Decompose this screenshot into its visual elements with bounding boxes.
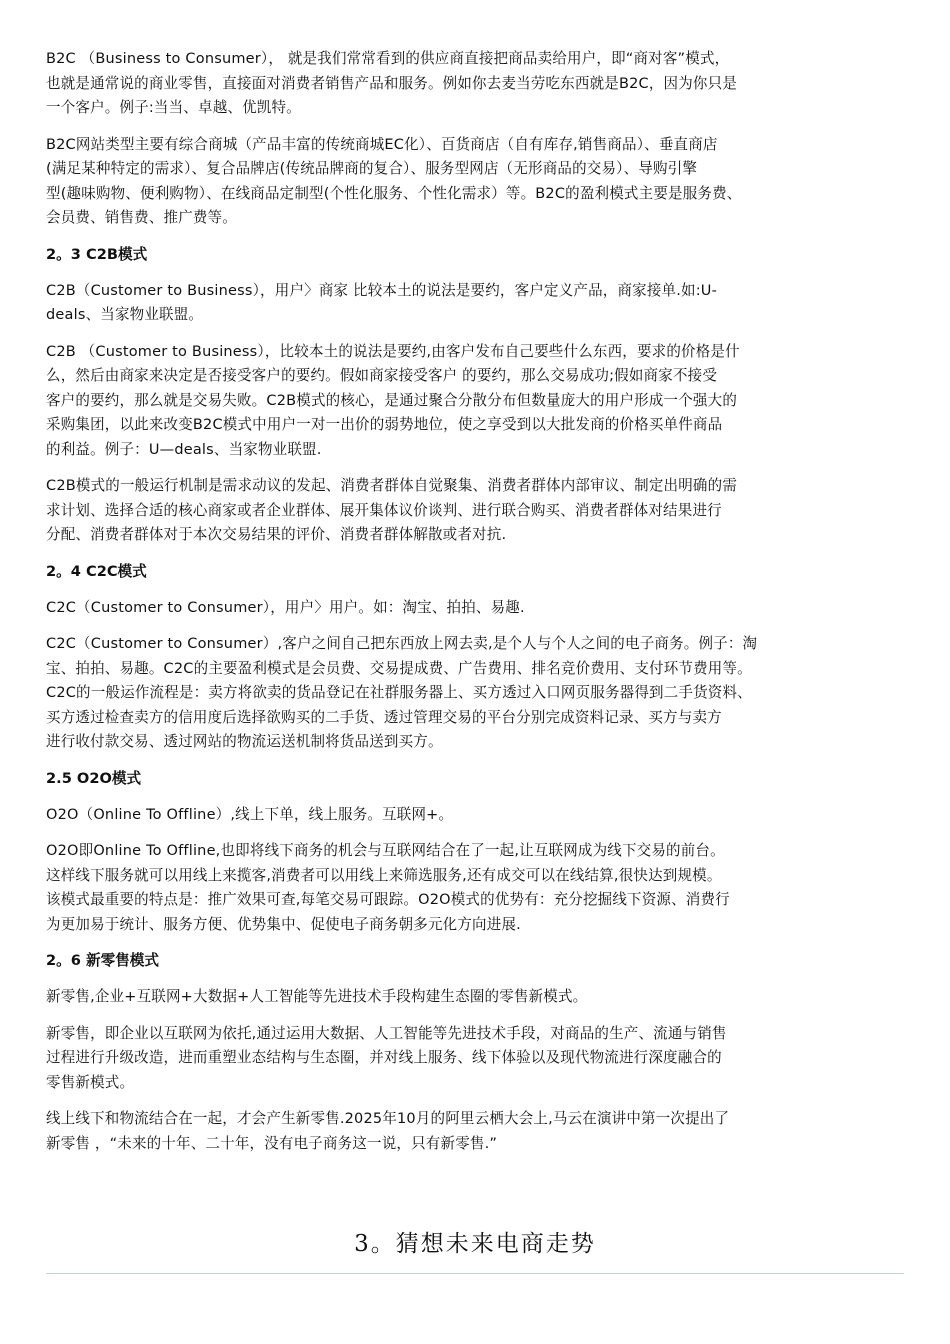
paragraph-line: C2B （Customer to Business），比较本土的说法是要约,由客户发布自己要些什么东西，要求的价格是什: [46, 342, 740, 360]
paragraph-line: B2C （Business to Consumer）， 就是我们常常看到的供应商直接把商品卖给用户，即“商对客”模式，: [46, 50, 730, 67]
section-heading: 2。3 C2B模式: [46, 245, 148, 263]
paragraph-line: 一个客户。例子:当当、卓越、优凯特。: [46, 99, 301, 116]
section-divider: [46, 1273, 904, 1274]
paragraph: [46, 279, 912, 328]
section-heading: 2.5 O2O模式: [46, 769, 142, 787]
section-heading: 2。4 C2C模式: [46, 562, 147, 580]
paragraph-line: 零售新模式。: [46, 1073, 135, 1091]
document-body: [46, 47, 912, 1168]
paragraph-line: 客户的要约，那么就是交易失败。C2B模式的核心，是通过聚合分散分布但数量庞大的用户形成一个强大的: [46, 391, 738, 409]
paragraph-line: 该模式最重要的特点是：推广效果可查,每笔交易可跟踪。O2O模式的优势有：充分挖掘线下资源、消费行: [46, 891, 730, 908]
section-heading: 2。6 新零售模式: [46, 952, 159, 969]
paragraph-line: deals、当家物业联盟。: [46, 306, 204, 323]
paragraph-line: O2O即Online To Offline,也即将线下商务的机会与互联网结合在了一起,让互联网成为线下交易的前台。: [46, 842, 725, 859]
paragraph-line: 型(趣味购物、便利购物）、在线商品定制型(个性化服务、个性化需求）等。B2C的盈利模式主要是服务费、: [46, 184, 742, 202]
paragraph-line: 分配、消费者群体对于本次交易结果的评价、消费者群体解散或者对抗.: [46, 526, 507, 543]
paragraph-line: 的利益。例子：U—deals、当家物业联盟.: [46, 440, 322, 458]
paragraph-line: 新零售,企业+互联网+大数据+人工智能等先进技术手段构建生态圈的零售新模式。: [46, 988, 588, 1005]
paragraph: [46, 839, 912, 937]
paragraph-line: C2C（Customer to Consumer）,客户之间自己把东西放上网去卖,是个人与个人之间的电子商务。例子：淘: [46, 635, 758, 652]
paragraph-line: 也就是通常说的商业零售，直接面对消费者销售产品和服务。例如你去麦当劳吃东西就是B2C，因为你只是: [46, 74, 738, 92]
paragraph-line: C2B（Customer to Business），用户〉商家 比较本土的说法是要约，客户定义产品，商家接单.如:U-: [46, 281, 718, 299]
paragraph-line: C2B模式的一般运行机制是需求动议的发起、消费者群体自觉聚集、消费者群体内部审议、制定出明确的需: [46, 477, 738, 494]
paragraph: [46, 803, 912, 828]
paragraph: [46, 340, 912, 463]
paragraph-line: 进行收付款交易、透过网站的物流运送机制将货品送到买方。: [46, 733, 443, 750]
paragraph-line: C2C的一般运作流程是：卖方将欲卖的货品登记在社群服务器上、买方透过入口网页服务器得到二手货资料、: [46, 684, 752, 701]
paragraph-line: C2C（Customer to Consumer），用户〉用户。如：淘宝、拍拍、易趣.: [46, 598, 525, 616]
paragraph-line: 这样线下服务就可以用线上来揽客,消费者可以用线上来筛选服务,还有成交可以在线结算,很快达到规模。: [46, 866, 722, 884]
paragraph-line: 线上线下和物流结合在一起，才会产生新零售.2025年10月的阿里云栖大会上,马云在演讲中第一次提出了: [46, 1110, 730, 1127]
paragraph-line: 么，然后由商家来决定是否接受客户的要约。假如商家接受客户 的要约，那么交易成功;假如商家不接受: [46, 367, 718, 384]
paragraph: [46, 596, 912, 621]
paragraph: [46, 1107, 912, 1156]
paragraph-line: (满足某种特定的需求）、复合品牌店(传统品牌商的复合）、服务型网店（无形商品的交易）、导购引擎: [46, 160, 698, 177]
paragraph-line: 宝、拍拍、易趣。C2C的主要盈利模式是会员费、交易提成费、广告费用、排名竞价费用、支付环节费用等。: [46, 659, 752, 677]
paragraph: [46, 47, 912, 121]
paragraph: [46, 985, 912, 1010]
paragraph-line: 为更加易于统计、服务方便、优势集中、促使电子商务朝多元化方向进展.: [46, 915, 521, 933]
paragraph-line: 求计划、选择合适的核心商家或者企业群体、展开集体议价谈判、进行联合购买、消费者群体对结果进行: [46, 501, 722, 519]
paragraph-line: 新零售，即企业以互联网为依托,通过运用大数据、人工智能等先进技术手段，对商品的生产、流通与销售: [46, 1024, 727, 1042]
paragraph-line: O2O（Online To Offline）,线上下单，线上服务。互联网+。: [46, 805, 454, 823]
paragraph-line: 新零售 ，“未来的十年、二十年，没有电子商务这一说，只有新零售.”: [46, 1134, 498, 1152]
paragraph: [46, 133, 912, 231]
paragraph-line: 采购集团，以此来改变B2C模式中用户一对一出价的弱势地位，使之享受到以大批发商的价格买单件商品: [46, 416, 723, 433]
paragraph-line: 会员费、销售费、推广费等。: [46, 209, 238, 226]
paragraph: [46, 1022, 912, 1096]
paragraph-line: 买方透过检查卖方的信用度后选择欲购买的二手货、透过管理交易的平台分别完成资料记录、买方与卖方: [46, 708, 722, 726]
paragraph: [46, 474, 912, 548]
section-title: 3。猜想未来电商走势: [354, 1231, 596, 1257]
paragraph-line: 过程进行升级改造，进而重塑业态结构与生态圈，并对线上服务、线下体验以及现代物流进行深度融合的: [46, 1049, 722, 1066]
paragraph-line: B2C网站类型主要有综合商城（产品丰富的传统商城EC化）、百货商店（自有库存,销售商品）、垂直商店: [46, 135, 718, 153]
paragraph: [46, 632, 912, 755]
